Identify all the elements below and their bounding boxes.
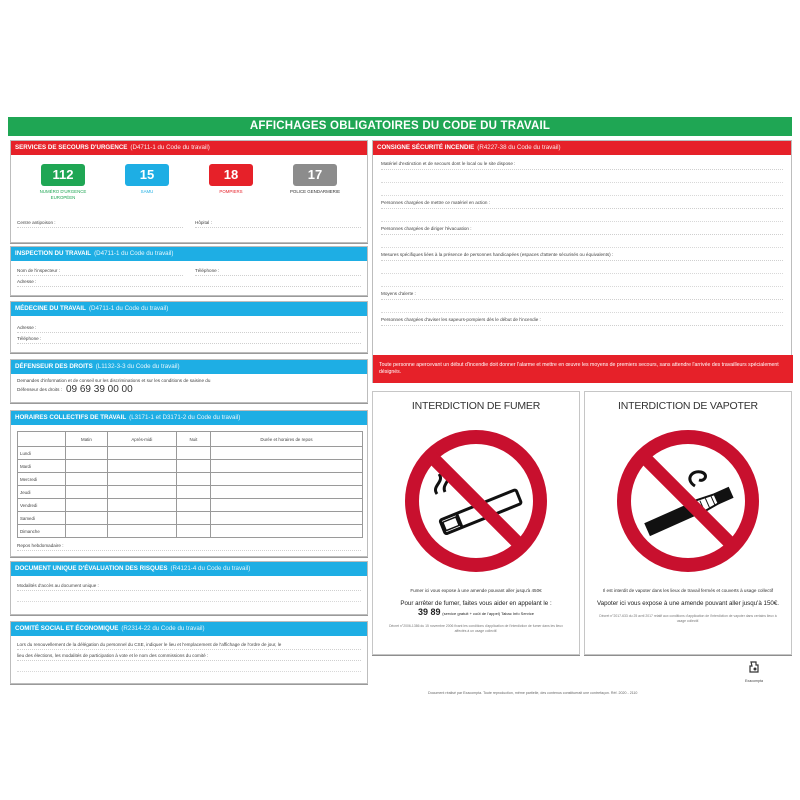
cell[interactable] [210, 512, 362, 525]
help-suffix: (service gratuit + coût de l'appel) Tabac Info Service [442, 611, 534, 616]
cell[interactable] [107, 447, 176, 460]
sign-fine-text: Fumer ici vous expose à une amende pouvant aller jusqu'à 450€ [410, 588, 542, 593]
defenseur-phone-row [17, 384, 361, 395]
emergency-number-15 [117, 164, 177, 217]
medecine-address-field[interactable]: Adresse : [17, 322, 361, 333]
number-badge: 17 [293, 164, 337, 186]
material-persons-field[interactable]: Personnes chargées de mettre ce matériel en action : [381, 196, 783, 209]
blank-line[interactable] [17, 661, 361, 672]
blank-line[interactable] [381, 183, 783, 196]
blank-line[interactable] [17, 591, 361, 602]
handicap-measures-field[interactable]: Mesures spécifiques liées à la présence de personnes handicapées (espaces d'attente sécurisés ou équivalents) : [381, 248, 783, 261]
duer-access-field[interactable]: Modalités d'accès au document unique : [17, 580, 361, 591]
table-row [18, 447, 363, 460]
inspector-phone-field[interactable]: Téléphone : [195, 265, 361, 276]
cell[interactable] [66, 473, 108, 486]
column-header: Après-midi [107, 432, 176, 447]
sign-prohibition-text: Il est interdit de vapoter dans les lieux de travail fermés et couverts à usage collectif [602, 588, 774, 593]
cell[interactable] [107, 525, 176, 538]
blank-line[interactable] [381, 274, 783, 287]
cell[interactable] [176, 525, 210, 538]
evacuation-persons-field[interactable]: Personnes chargées de diriger l'évacuation : [381, 222, 783, 235]
column-header [18, 432, 66, 447]
section-ref: (L1132-3-3 du Code du travail) [95, 363, 180, 370]
blank-line[interactable] [381, 209, 783, 222]
emergency-number-112 [33, 164, 93, 217]
number-label: SAMU [140, 189, 154, 194]
section-header [11, 622, 367, 636]
blank-line[interactable] [381, 235, 783, 248]
table-row [18, 512, 363, 525]
column-header: Nuit [176, 432, 210, 447]
section-title: HORAIRES COLLECTIFS DE TRAVAIL [15, 414, 127, 421]
extinction-field[interactable]: Matériel d'extinction et de secours dont le local ou le site dispose : [381, 157, 783, 170]
cell[interactable] [107, 499, 176, 512]
medecine-section [10, 301, 368, 353]
cell[interactable] [107, 473, 176, 486]
section-ref: (R2314-22 du Code du travail) [121, 625, 205, 632]
cell[interactable] [176, 460, 210, 473]
cell[interactable] [210, 473, 362, 486]
fire-alert-banner: Toute personne apercevant un début d'incendie doit donner l'alarme et mettre en œuvre les moyens de premiers secours, sans attendre l'arrivée des travailleurs spécialement désignés. [373, 355, 793, 383]
alert-means-field[interactable]: Moyens d'alerte : [381, 287, 783, 300]
poster-title: AFFICHAGES OBLIGATOIRES DU CODE DU TRAVAIL [8, 117, 792, 136]
antipoison-field[interactable]: Centre antipoison : [17, 217, 183, 228]
emergency-numbers [11, 155, 367, 217]
day-label: Vendredi [18, 499, 66, 512]
cell[interactable] [176, 486, 210, 499]
section-header [11, 302, 367, 316]
emergency-section [10, 140, 368, 243]
duer-section [10, 561, 368, 615]
section-header [11, 141, 367, 155]
blank-line[interactable] [381, 261, 783, 274]
cell[interactable] [107, 486, 176, 499]
day-label: Mercredi [18, 473, 66, 486]
blank-line[interactable] [381, 170, 783, 183]
inspector-name-field[interactable]: Nom de l'inspecteur : [17, 265, 183, 276]
cell[interactable] [176, 512, 210, 525]
brand-name: Exacompta [745, 679, 763, 683]
cell[interactable] [66, 460, 108, 473]
table-row [18, 499, 363, 512]
horaires-section [10, 410, 368, 557]
number-label: POMPIERS [219, 189, 243, 194]
no-smoking-icon [401, 426, 551, 576]
exacompta-logo-icon [747, 660, 761, 674]
cell[interactable] [210, 447, 362, 460]
table-row [18, 460, 363, 473]
blank-line[interactable] [381, 300, 783, 313]
number-badge: 112 [41, 164, 85, 186]
cell[interactable] [176, 447, 210, 460]
emergency-number-17 [285, 164, 345, 217]
cell[interactable] [210, 525, 362, 538]
day-label: Samedi [18, 512, 66, 525]
day-label: Mardi [18, 460, 66, 473]
section-ref: (R4227-38 du Code du travail) [477, 144, 561, 151]
emergency-number-18 [201, 164, 261, 217]
table-row [18, 486, 363, 499]
section-title: CONSIGNE SÉCURITÉ INCENDIE [377, 144, 475, 151]
inspection-section [10, 246, 368, 296]
defenseur-section [10, 359, 368, 403]
cse-text-line-2[interactable]: lieu des élections, les modalités de participation à vote et le nom des commissions du comité : [17, 650, 361, 661]
section-title: COMITÉ SOCIAL ET ÉCONOMIQUE [15, 625, 119, 632]
section-ref: (L3171-1 et D3171-2 du Code du travail) [129, 414, 241, 421]
table-row [18, 473, 363, 486]
cell[interactable] [210, 486, 362, 499]
cell[interactable] [176, 473, 210, 486]
sign-help-text [383, 600, 569, 618]
cell[interactable] [210, 460, 362, 473]
emergency-fields [11, 217, 367, 228]
firefighters-notify-field[interactable]: Personnes chargées d'aviser les sapeurs-pompiers dès le début de l'incendie : [381, 313, 783, 326]
inspection-row [11, 265, 367, 276]
section-header [11, 411, 367, 425]
cell[interactable] [176, 499, 210, 512]
cell[interactable] [107, 512, 176, 525]
no-vaping-sign [584, 391, 792, 655]
table-row [18, 525, 363, 538]
number-badge: 15 [125, 164, 169, 186]
footer-note: Document réalisé par Exacompta. Toute reproduction, même partielle, des contenus constituerait une contrefaçon. Réf. 2020 - 2110 [428, 691, 638, 695]
day-label: Lundi [18, 447, 66, 460]
section-title: DOCUMENT UNIQUE D'ÉVALUATION DES RISQUES [15, 565, 168, 572]
cell[interactable] [66, 486, 108, 499]
section-title: DÉFENSEUR DES DROITS [15, 363, 93, 370]
defenseur-text: Demandes d'information et de conseil sur les discriminations et sur les conditions de saisine du [17, 378, 211, 383]
schedule-table [17, 431, 363, 538]
help-text: Pour arrêter de fumer, faites vous aider en appelant le : [400, 600, 552, 607]
sign-title: INTERDICTION DE FUMER [411, 400, 541, 412]
defenseur-label: Défenseur des droits : [17, 387, 62, 392]
cell[interactable] [210, 499, 362, 512]
sign-fine-text: Vapoter ici vous expose à une amende pouvant aller jusqu'à 150€. [596, 600, 779, 607]
cell[interactable] [66, 499, 108, 512]
cell[interactable] [66, 525, 108, 538]
defenseur-phone: 09 69 39 00 00 [65, 384, 133, 395]
section-ref: (D4711-1 du Code du travail) [88, 305, 169, 312]
no-vaping-icon [613, 426, 763, 576]
brand-logo [741, 660, 767, 683]
section-ref: (R4121-4 du Code du travail) [170, 565, 251, 572]
section-title: SERVICES DE SECOURS D'URGENCE [15, 144, 128, 151]
hospital-field[interactable]: Hôpital : [195, 217, 361, 228]
table-header-row [18, 432, 363, 447]
column-header: Durée et horaires de repos [210, 432, 362, 447]
sign-legal-text: Décret n°2006-1386 du 15 novembre 2006 fixant les conditions d'application de l'interdiction de fumer dans les lieux affectés à un usage collectif. [389, 624, 563, 633]
section-title: INSPECTION DU TRAVAIL [15, 250, 92, 257]
section-title: MÉDECINE DU TRAVAIL [15, 305, 86, 312]
sign-title: INTERDICTION DE VAPOTER [618, 400, 758, 412]
section-header [373, 141, 791, 155]
sign-legal-text: Décret n°2017-633 du 25 avril 2017 relatif aux conditions d'application de l'interdiction de vapoter dans certains lieux à usage collectif. [599, 614, 777, 623]
section-ref: (D4711-1 du Code du travail) [130, 144, 210, 151]
medecine-phone-field[interactable]: Téléphone : [17, 333, 361, 344]
number-badge: 18 [209, 164, 253, 186]
day-label: Dimanche [18, 525, 66, 538]
tabac-info-number: 39 89 [417, 607, 441, 617]
cell[interactable] [107, 460, 176, 473]
inspector-address-field[interactable]: Adresse : [17, 276, 361, 287]
number-label: NUMÉRO D'URGENCE EUROPÉEN [39, 189, 87, 200]
poster [8, 117, 792, 695]
section-ref: (D4711-1 du Code du travail) [94, 250, 174, 257]
cell[interactable] [66, 512, 108, 525]
number-label: POLICE GENDARMERIE [289, 189, 340, 194]
cse-text-line-1: Lors du renouvellement de la délégation du personnel du CSE, indiquer le lieu et l'emplacement de l'affichage de l'ordre de jour, le [17, 639, 361, 650]
incendie-section [372, 140, 792, 383]
cell[interactable] [66, 447, 108, 460]
day-label: Jeudi [18, 486, 66, 499]
section-header [11, 247, 367, 261]
section-header [11, 562, 367, 576]
column-header: Matin [66, 432, 108, 447]
no-smoking-sign [372, 391, 580, 655]
section-header [11, 360, 367, 374]
repos-field[interactable]: Repos hebdomadaire : [17, 540, 361, 551]
cse-section [10, 621, 368, 684]
